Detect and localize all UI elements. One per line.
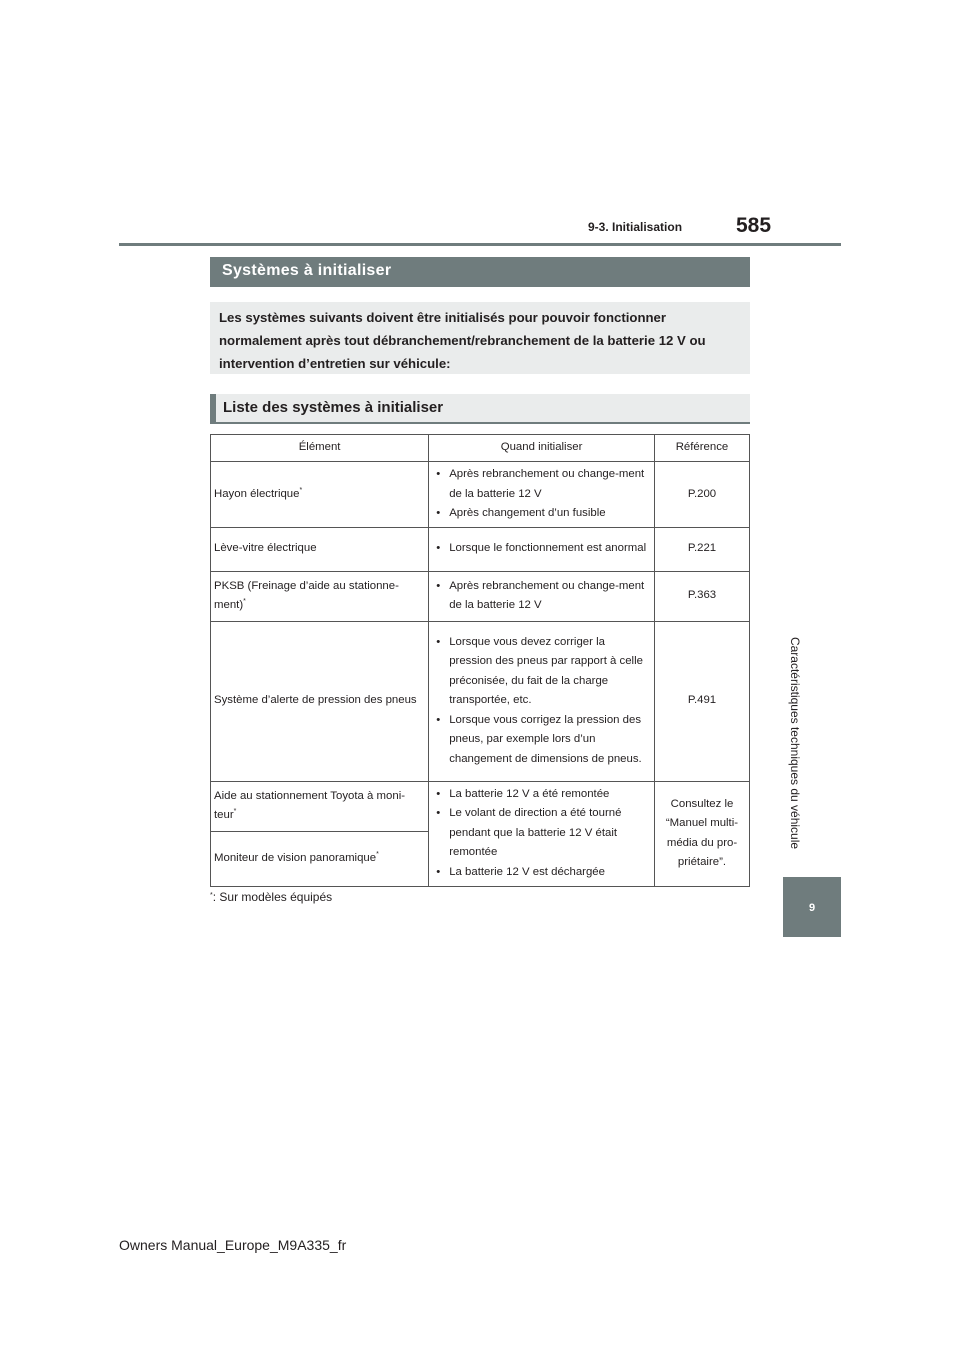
table-row — [211, 571, 750, 621]
list-item: • La batterie 12 V est déchargée — [436, 863, 648, 883]
chapter-tab: 9 — [783, 877, 841, 937]
footnote — [210, 890, 332, 904]
table-row — [211, 462, 750, 528]
column-header-when: Quand initialiser — [429, 435, 655, 462]
table-row — [211, 621, 750, 781]
footnote-marker: * — [233, 808, 237, 815]
list-item: • La batterie 12 V a été remontée — [436, 785, 648, 805]
table-cell-item — [211, 462, 429, 528]
table-cell-item: Lève-vitre électrique — [211, 527, 429, 571]
header-divider — [119, 243, 841, 246]
table-cell-reference: Consultez le “Manuel multi-média du pro-priétaire”. — [654, 781, 749, 886]
initialization-table — [210, 434, 750, 887]
intro-text: Les systèmes suivants doivent être initialisés pour pouvoir fonctionner normalement après tout débranchement/rebranchement de la batterie 12 V ou intervention d’entretien sur véhicule: — [219, 310, 706, 371]
list-item: • Après rebranchement ou change-ment de la batterie 12 V — [436, 465, 648, 504]
table-header-row — [211, 435, 750, 462]
footnote-marker: * — [299, 486, 303, 494]
table-cell-when — [429, 462, 655, 528]
list-item: • Le volant de direction a été tourné pendant que la batterie 12 V était remontée — [436, 804, 648, 863]
table-cell-reference: P.491 — [654, 621, 749, 781]
table-cell-item — [211, 831, 429, 886]
table-cell-reference: P.221 — [654, 527, 749, 571]
intro-box — [210, 302, 750, 374]
section-heading: Systèmes à initialiser — [210, 257, 750, 287]
table-cell-item — [211, 571, 429, 621]
list-item: • Après rebranchement ou change-ment de la batterie 12 V — [436, 577, 648, 616]
chapter-title: Caractéristiques techniques du véhicule — [788, 636, 802, 849]
item-text: Hayon électrique — [214, 487, 300, 500]
table-cell-item — [211, 781, 429, 831]
section-label: 9-3. Initialisation — [588, 220, 683, 234]
table-cell-when — [429, 527, 655, 571]
table-row — [211, 527, 750, 571]
list-item: • Lorsque le fonctionnement est anormal — [436, 539, 648, 559]
footnote-marker: * — [376, 850, 379, 858]
table-cell-when — [429, 571, 655, 621]
footnote-text: : Sur modèles équipés — [212, 890, 333, 904]
subsection-heading: Liste des systèmes à initialiser — [210, 394, 750, 424]
chapter-side-label — [788, 620, 802, 865]
page-number: 585 — [736, 214, 772, 237]
list-item: • Lorsque vous devez corriger la pression des pneus par rapport à celle préconisée, du fait de la charge transportée, etc. — [436, 633, 648, 711]
list-item: • Après changement d’un fusible — [436, 504, 648, 524]
table-cell-reference: P.363 — [654, 571, 749, 621]
list-item: • Lorsque vous corrigez la pression des pneus, par exemple lors d’un changement de dimensions de pneus. — [436, 711, 648, 770]
table-cell-when — [429, 781, 655, 886]
table-cell-reference: P.200 — [654, 462, 749, 528]
item-text: PKSB (Freinage d’aide au stationne-ment) — [214, 579, 399, 611]
item-text: Aide au stationnement Toyota à moni-teur — [214, 789, 406, 821]
column-header-reference: Référence — [654, 435, 749, 462]
table-cell-when — [429, 621, 655, 781]
footnote-marker: * — [243, 598, 246, 605]
footer-text: Owners Manual_Europe_M9A335_fr — [119, 1237, 347, 1253]
footnote-marker: * — [210, 892, 213, 899]
table-row — [211, 781, 750, 831]
table-cell-item: Système d’alerte de pression des pneus — [211, 621, 429, 781]
item-text: Moniteur de vision panoramique — [214, 851, 377, 864]
column-header-element: Élément — [211, 435, 429, 462]
